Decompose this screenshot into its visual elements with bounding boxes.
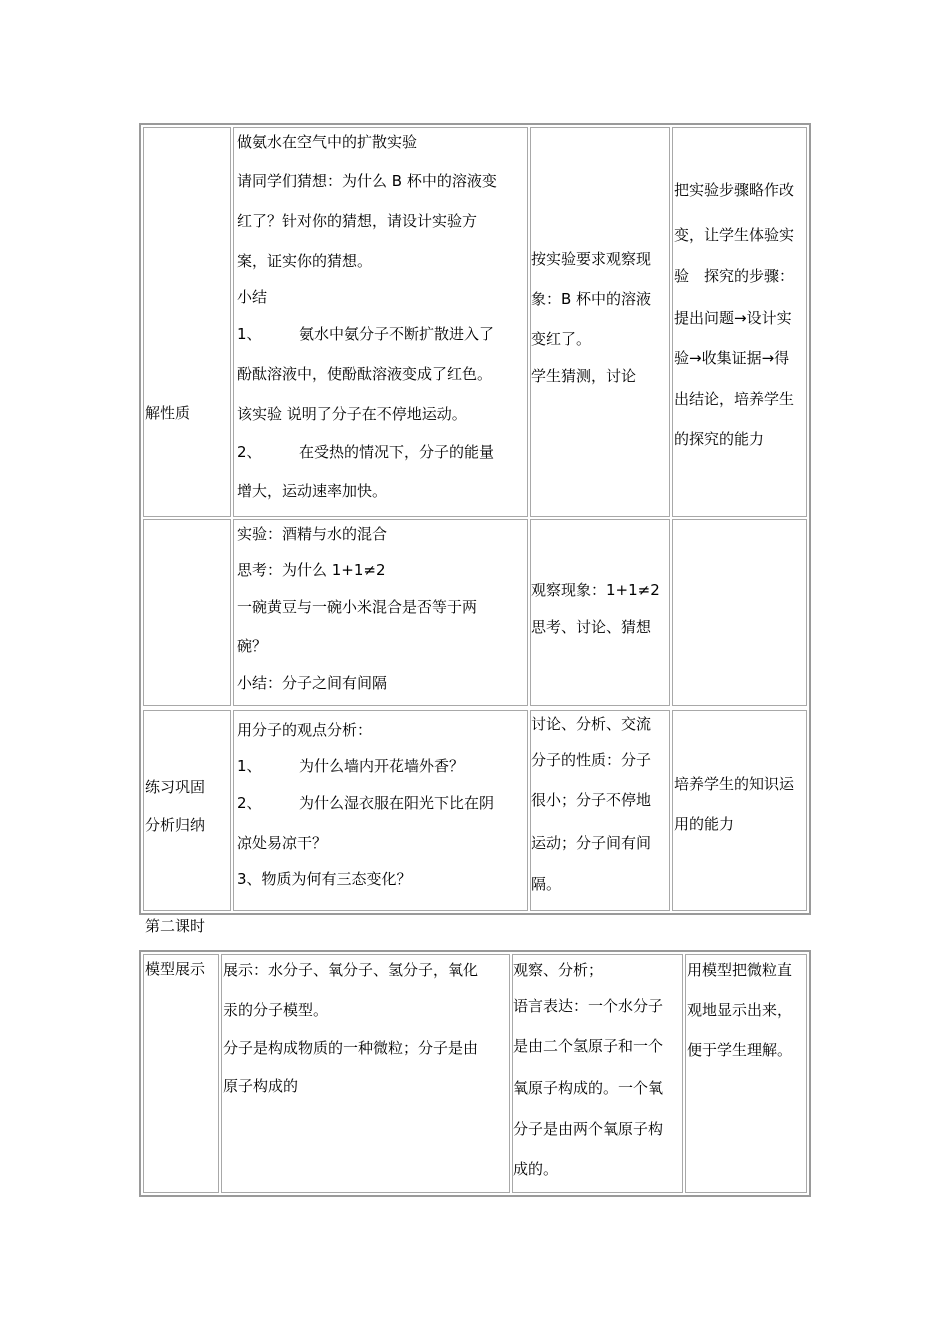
student-text-line: 学生猜测，讨论 (531, 367, 637, 385)
teacher-text-line: 请同学们猜想：为什么 B 杯中的溶液变 (237, 172, 497, 190)
intent-cell-2 (672, 519, 807, 706)
teacher-text-line: 2、 为什么湿衣服在阳光下比在阴 (237, 794, 495, 812)
student-text-line: 象：B 杯中的溶液 (531, 290, 652, 308)
student-text-line: 按实验要求观察现 (531, 250, 652, 268)
student-text-line: 思考、讨论、猜想 (531, 618, 652, 636)
student-cell-1 (530, 127, 670, 517)
teacher-text-line: 分子是构成物质的一种微粒；分子是由 (223, 1039, 479, 1057)
teacher-text-line: 思考：为什么 1+1≠2 (237, 561, 386, 579)
teacher-text-line: 一碗黄豆与一碗小米混合是否等于两 (237, 598, 478, 616)
student-text-line: 氧原子构成的。一个氧 (513, 1079, 664, 1097)
teacher-text-line: 做氨水在空气中的扩散实验 (237, 133, 418, 151)
intent-text-line: 用的能力 (674, 815, 735, 833)
teacher-text-line: 3、物质为何有三态变化？ (237, 870, 412, 888)
intent-text-line: 的探究的能力 (674, 430, 765, 448)
section-title: 第二课时 (145, 917, 206, 935)
student-text-line: 是由二个氢原子和一个 (513, 1037, 664, 1055)
stage-label: 练习巩固 (145, 778, 206, 796)
student-text-line: 变红了。 (531, 330, 592, 348)
stage-cell-4 (143, 954, 219, 1193)
teacher-text-line: 红了？针对你的猜想，请设计实验方 (237, 212, 478, 230)
student-text-line: 观察现象：1+1≠2 (531, 581, 660, 599)
stage-label: 模型展示 (145, 960, 206, 978)
teacher-text-line: 展示：水分子、氧分子、氢分子，氧化 (223, 961, 479, 979)
intent-cell-3 (672, 710, 807, 911)
teacher-text-line: 碗？ (237, 637, 268, 655)
teacher-text-line: 案，证实你的猜想。 (237, 252, 373, 270)
teacher-text-line: 1、 为什么墙内开花墙外香？ (237, 757, 465, 775)
teacher-text-line: 该实验 说明了分子在不停地运动。 (237, 405, 467, 423)
teacher-text-line: 汞的分子模型。 (223, 1001, 329, 1019)
teacher-text-line: 酚酞溶液中，使酚酞溶液变成了红色。 (237, 365, 493, 383)
intent-text-line: 出结论，培养学生 (674, 390, 795, 408)
stage-cell-1 (143, 127, 231, 517)
student-text-line: 分子的性质：分子 (531, 751, 652, 769)
teacher-text-line: 原子构成的 (223, 1077, 299, 1095)
student-text-line: 运动；分子间有间 (531, 834, 652, 852)
teacher-text-line: 1、 氨水中氨分子不断扩散进入了 (237, 325, 495, 343)
student-text-line: 成的。 (513, 1160, 559, 1178)
teacher-text-line: 小结 (237, 288, 268, 306)
intent-text-line: 验 探究的步骤： (674, 267, 795, 285)
teacher-text-line: 2、 在受热的情况下，分子的能量 (237, 443, 495, 461)
teacher-text-line: 小结：分子之间有间隔 (237, 674, 388, 692)
stage-label: 解性质 (145, 404, 191, 422)
teacher-cell-4 (221, 954, 510, 1193)
teacher-text-line: 用分子的观点分析： (237, 721, 373, 739)
intent-text-line: 变，让学生体验实 (674, 226, 795, 244)
student-text-line: 隔。 (531, 875, 562, 893)
intent-text-line: 提出问题→设计实 (674, 309, 792, 327)
intent-text-line: 把实验步骤略作改 (674, 181, 795, 199)
student-cell-4 (512, 954, 683, 1193)
intent-cell-4 (685, 954, 807, 1193)
intent-text-line: 便于学生理解。 (687, 1041, 793, 1059)
student-text-line: 讨论、分析、交流 (531, 715, 652, 733)
intent-text-line: 验→收集证据→得 (674, 349, 790, 367)
teacher-text-line: 凉处易凉干？ (237, 834, 328, 852)
stage-cell-2 (143, 519, 231, 706)
student-text-line: 分子是由两个氧原子构 (513, 1120, 664, 1138)
stage-cell-3 (143, 710, 231, 911)
intent-text-line: 培养学生的知识运 (674, 775, 795, 793)
teacher-text-line: 实验：酒精与水的混合 (237, 525, 388, 543)
student-text-line: 很小；分子不停地 (531, 791, 652, 809)
intent-text-line: 用模型把微粒直 (687, 961, 793, 979)
student-text-line: 语言表达：一个水分子 (513, 997, 664, 1015)
student-text-line: 观察、分析； (513, 961, 604, 979)
student-cell-2 (530, 519, 670, 706)
teacher-text-line: 增大，运动速率加快。 (237, 482, 388, 500)
intent-text-line: 观地显示出来， (687, 1001, 793, 1019)
stage-label: 分析归纳 (145, 816, 206, 834)
